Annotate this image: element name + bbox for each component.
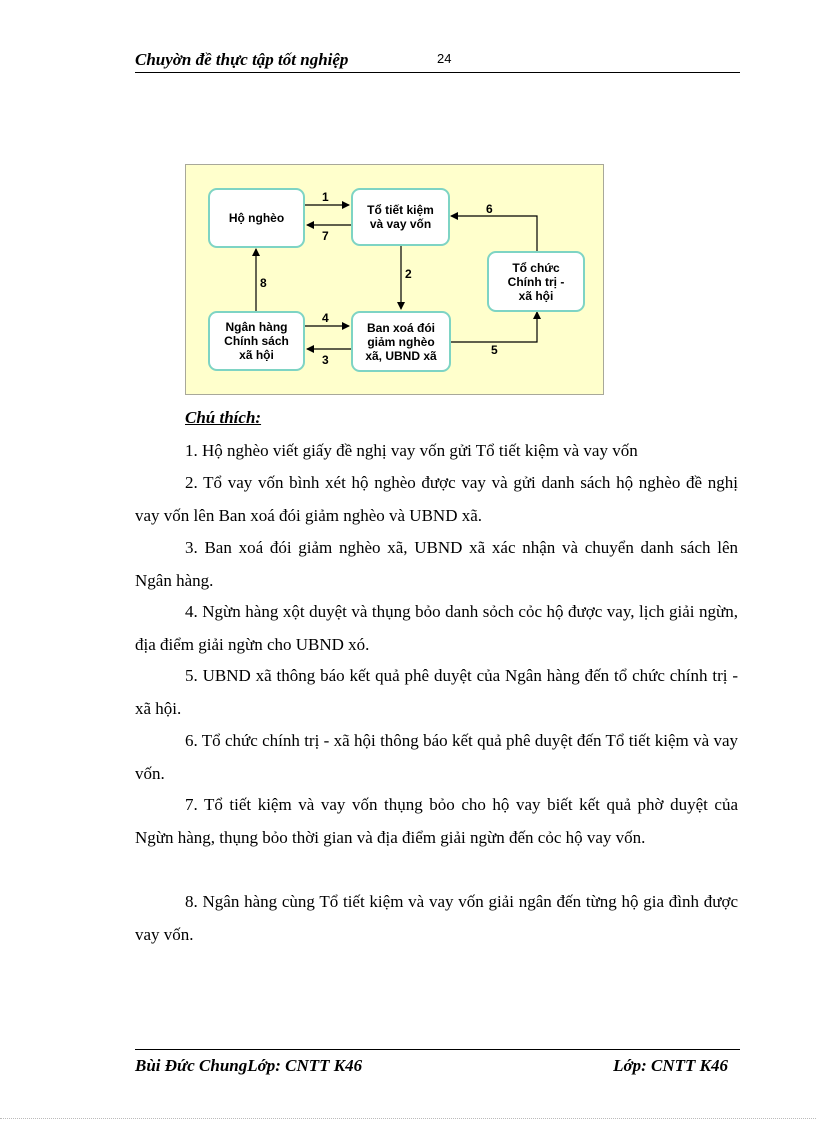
arrow-5 (451, 312, 537, 342)
node-to-tiet-kiem: Tổ tiết kiệm và vay vốn (351, 188, 450, 246)
flow-diagram (185, 164, 604, 395)
edge-label-6: 6 (486, 202, 493, 216)
legend-item-2: 2. Tổ vay vốn bình xét hộ nghèo được vay và gửi danh sách hộ nghèo đề nghị vay vốn lên Ban xoá đói giảm nghèo và UBND xã. (135, 473, 738, 525)
footer-author: Bùi Đức ChungLớp: CNTT K46 (135, 1056, 363, 1075)
edge-label-4: 4 (322, 311, 329, 325)
arrow-6 (451, 216, 537, 251)
node-ban-xoa-doi: Ban xoá đói giảm nghèo xã, UBND xã (351, 311, 451, 372)
node-to-chuc: Tổ chức Chính trị - xã hội (487, 251, 585, 312)
legend-item-7: 7. Tổ tiết kiệm và vay vốn thụng bỏo cho hộ vay biết kết quả phờ duyệt của Ngừn hàng, thụng bỏo thời gian và địa điểm giải ngừn đến cỏc hộ vay vốn. (135, 795, 738, 847)
page-number: 24 (437, 51, 452, 66)
node-ngan-hang: Ngân hàng Chính sách xã hội (208, 311, 305, 371)
legend-item-6: 6. Tổ chức chính trị - xã hội thông báo kết quả phê duyệt đến Tổ tiết kiệm và vay vốn. (135, 731, 738, 783)
legend-item-8: 8. Ngân hàng cùng Tổ tiết kiệm và vay vốn giải ngân đến từng hộ gia đình được vay vốn. (135, 892, 738, 944)
bottom-divider (0, 1118, 816, 1119)
header-title: Chuyờn đề thực tập tốt nghiệp (135, 50, 349, 69)
edge-label-1: 1 (322, 190, 329, 204)
legend-item-5: 5. UBND xã thông báo kết quả phê duyệt của Ngân hàng đến tổ chức chính trị - xã hội. (135, 666, 738, 718)
legend-title: Chú thích: (185, 408, 262, 427)
edge-label-2: 2 (405, 267, 412, 281)
node-ho-ngheo: Hộ nghèo (208, 188, 305, 248)
edge-label-5: 5 (491, 343, 498, 357)
footer-class: Lớp: CNTT K46 (613, 1056, 728, 1075)
legend-item-3: 3. Ban xoá đói giảm nghèo xã, UBND xã xác nhận và chuyển danh sách lên Ngân hàng. (135, 538, 738, 590)
legend-item-1: 1. Hộ nghèo viết giấy đề nghị vay vốn gửi Tổ tiết kiệm và vay vốn (185, 441, 638, 460)
page-footer (135, 1049, 740, 1075)
edge-label-3: 3 (322, 353, 329, 367)
edge-label-7: 7 (322, 229, 329, 243)
edge-label-8: 8 (260, 276, 267, 290)
page-header (135, 50, 740, 73)
legend-item-4: 4. Ngừn hàng xột duyệt và thụng bỏo danh sỏch cỏc hộ được vay, lịch giải ngừn, địa điểm giải ngừn cho UBND xó. (135, 602, 738, 654)
